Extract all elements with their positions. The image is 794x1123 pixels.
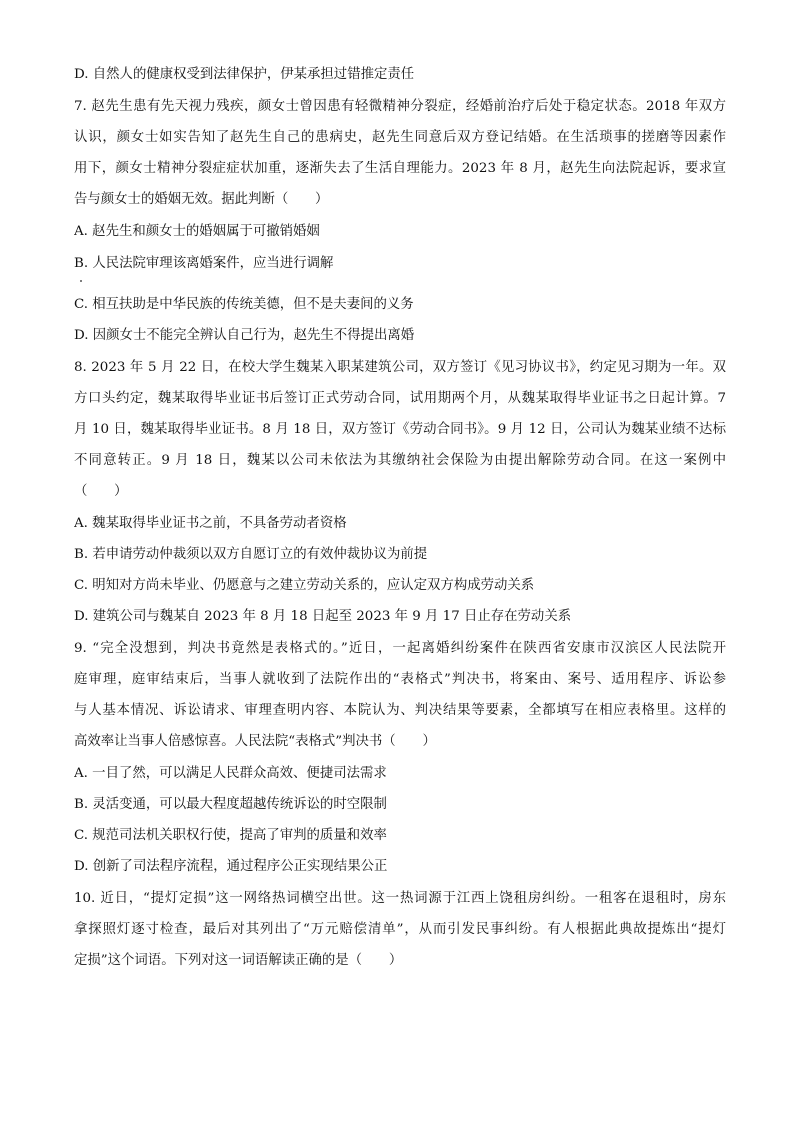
question-9-line-4: 高效率让当事人倍感惊喜。人民法院“表格式”判决书（ ）: [74, 734, 436, 749]
question-9-line-3: 与人基本情况、诉讼请求、审理查明内容、本院认为、判决结果等要素，全都填写在相应表格里。这样的: [74, 703, 726, 718]
question-9-line-2: 庭审理，庭审结束后，当事人就收到了法院作出的“表格式”判决书，将案由、案号、适用程序、诉讼参: [74, 672, 726, 687]
question-9-line-1: 9. “完全没想到，判决书竟然是表格式的。”近日，一起离婚纠纷案件在陕西省安康市汉滨区人民法院开: [74, 641, 726, 656]
question-8-line-5: （ ）: [74, 484, 128, 499]
option-a-q9: A. 一目了然，可以满足人民群众高效、便捷司法需求: [74, 766, 387, 781]
question-8-line-3: 月 10 日，魏某取得毕业证书。8 月 18 日，双方签订《劳动合同书》。9 月 12 日，公司认为魏某业绩不达标: [74, 422, 726, 437]
question-10-line-2: 拿探照灯逐寸检查，最后对其列出了“万元赔偿清单”，从而引发民事纠纷。有人根据此典故提炼出“提灯: [74, 922, 726, 937]
option-d-q6: D. 自然人的健康权受到法律保护，伊某承担过错推定责任: [74, 67, 415, 82]
option-b-q7: B. 人民法院审理该离婚案件，应当进行调解: [74, 256, 334, 271]
question-8-line-2: 方口头约定，魏某取得毕业证书后签订正式劳动合同，试用期两个月，从魏某取得毕业证书之日起计算。7: [74, 391, 726, 406]
option-a-q8: A. 魏某取得毕业证书之前，不具备劳动者资格: [74, 516, 347, 531]
question-7-line-4: 告与颜女士的婚姻无效。据此判断（ ）: [74, 192, 329, 207]
question-7-line-3: 用下，颜女士精神分裂症症状加重，逐渐失去了生活自理能力。2023 年 8 月，赵先生向法院起诉，要求宣: [74, 161, 726, 176]
stray-dot-mark: [80, 280, 82, 282]
option-b-q9: B. 灵活变通，可以最大程度超越传统诉讼的时空限制: [74, 797, 387, 812]
question-10-line-3: 定损”这个词语。下列对这一词语解读正确的是（ ）: [74, 953, 403, 968]
option-d-q9: D. 创新了司法程序流程，通过程序公正实现结果公正: [74, 859, 388, 874]
question-7-line-2: 认识，颜女士如实告知了赵先生自己的患病史，赵先生同意后双方登记结婚。在生活琐事的搓磨等因素作: [74, 130, 726, 145]
question-8-line-4: 不同意转正。9 月 18 日，魏某以公司未依法为其缴纳社会保险为由提出解除劳动合同。在这一案例中: [74, 453, 726, 468]
question-8-line-1: 8. 2023 年 5 月 22 日，在校大学生魏某入职某建筑公司，双方签订《见习协议书》，约定见习期为一年。双: [74, 360, 726, 375]
option-a-q7: A. 赵先生和颜女士的婚姻属于可撤销婚姻: [74, 224, 320, 239]
option-d-q7: D. 因颜女士不能完全辨认自己行为，赵先生不得提出离婚: [74, 328, 415, 343]
option-c-q7: C. 相互扶助是中华民族的传统美德，但不是夫妻间的义务: [74, 297, 414, 312]
option-c-q8: C. 明知对方尚未毕业、仍愿意与之建立劳动关系的，应认定双方构成劳动关系: [74, 578, 535, 593]
option-c-q9: C. 规范司法机关职权行使，提高了审判的质量和效率: [74, 828, 387, 843]
option-d-q8: D. 建筑公司与魏某自 2023 年 8 月 18 日起至 2023 年 9 月 17 日止存在劳动关系: [74, 609, 572, 624]
question-10-line-1: 10. 近日，“提灯定损”这一网络热词横空出世。这一热词源于江西上饶租房纠纷。一租客在退租时，房东: [74, 891, 726, 906]
option-b-q8: B. 若申请劳动仲裁须以双方自愿订立的有效仲裁协议为前提: [74, 547, 428, 562]
question-7-line-1: 7. 赵先生患有先天视力残疾，颜女士曾因患有轻微精神分裂症，经婚前治疗后处于稳定状态。2018 年双方: [74, 99, 726, 114]
